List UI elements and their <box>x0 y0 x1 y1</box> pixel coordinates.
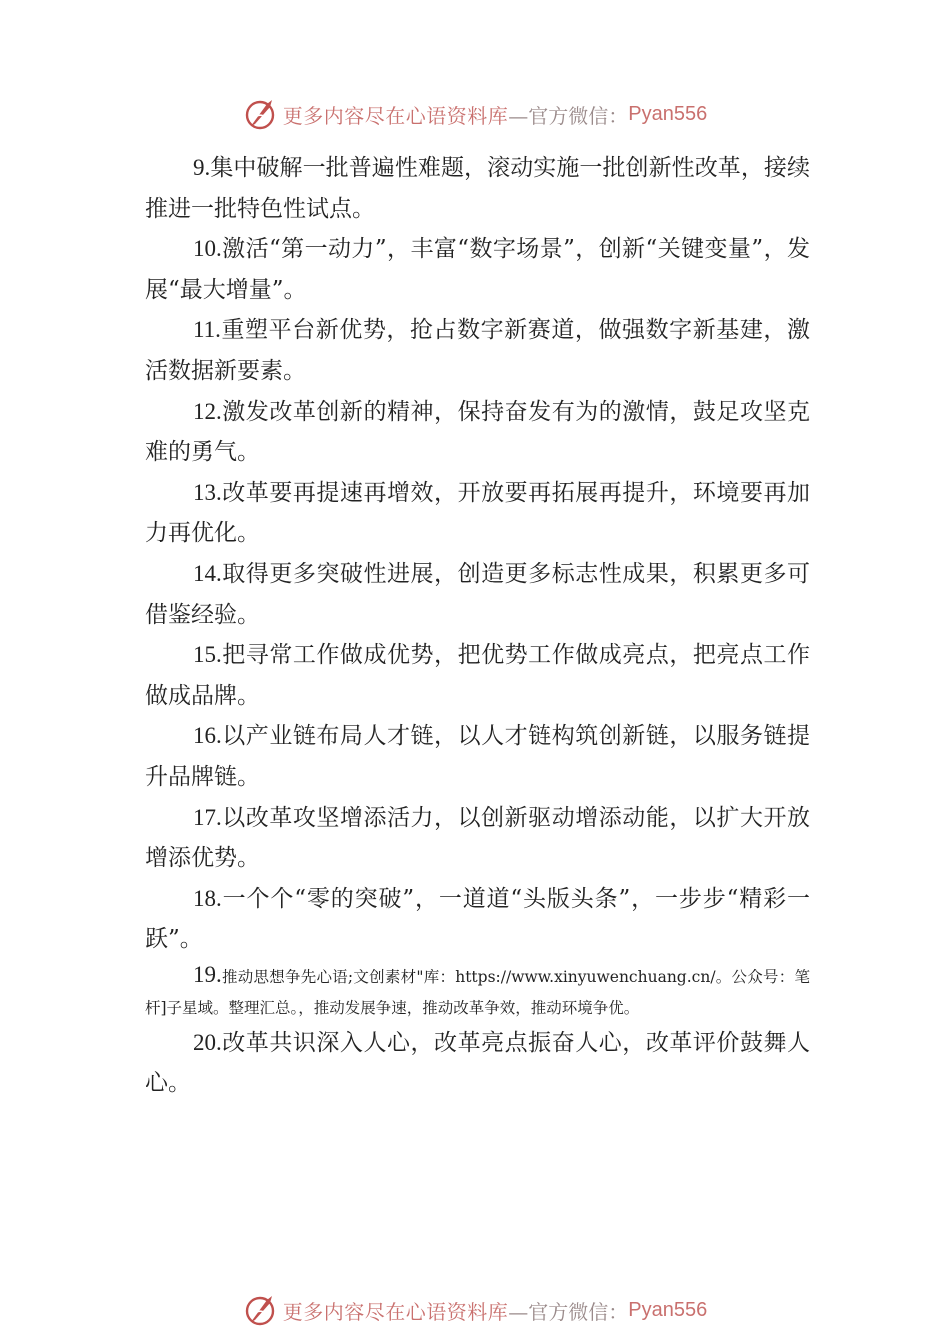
quill-logo-icon <box>243 1292 279 1328</box>
item-text: 取得更多突破性进展，创造更多标志性成果，积累更多可借鉴经验。 <box>145 560 810 628</box>
item-text: 一个个“零的突破”，一道道“头版头条”，一步步“精彩一跃”。 <box>145 885 810 953</box>
list-item <box>145 879 810 960</box>
header-banner-text: 更多内容尽在心语资料库 <box>282 103 509 128</box>
item-text: 以产业链布局人才链，以人才链构筑创新链，以服务链提升品牌链。 <box>145 723 810 790</box>
item-number: 16. <box>193 723 222 749</box>
list-item <box>145 554 810 635</box>
list-item <box>145 229 810 310</box>
item-number: 18. <box>193 885 222 911</box>
header-wechat-id: Pyan556 <box>628 102 708 125</box>
list-item <box>145 392 810 473</box>
list-item <box>145 635 810 716</box>
quill-logo-icon <box>243 96 279 132</box>
item-text: 改革要再提速再增效，开放要再拓展再提升，环境要再加力再优化。 <box>145 479 810 547</box>
item-text: 激发改革创新的精神，保持奋发有为的激情，鼓足攻坚克难的勇气。 <box>145 398 810 466</box>
item-number: 13. <box>193 479 222 505</box>
item-number: 20. <box>193 1029 222 1055</box>
list-item <box>145 798 810 879</box>
header-banner <box>0 94 950 134</box>
item-text: 改革共识深入人心，改革亮点振奋人心，改革评价鼓舞人心。 <box>145 1029 810 1097</box>
list-item <box>145 310 810 391</box>
item-text: 以改革攻坚增添活力，以创新驱动增添动能，以扩大开放增添优势。 <box>145 804 810 872</box>
item-text: 推动思想争先心语;文创素材"库：https://www.xinyuwenchuang.cn/。公众号：笔杆]子星域。整理汇总。，推动发展争速，推动改革争效，推动环境争优。 <box>145 967 810 1017</box>
footer-banner-text: 更多内容尽在心语资料库 <box>282 1299 509 1324</box>
item-text: 把寻常工作做成优势，把优势工作做成亮点，把亮点工作做成品牌。 <box>145 642 810 709</box>
list-item <box>145 473 810 554</box>
list-item <box>145 960 810 1023</box>
footer-wechat-id: Pyan556 <box>628 1298 708 1321</box>
footer-banner <box>0 1290 950 1330</box>
document-body <box>145 148 810 1104</box>
header-banner-separator: —官方微信： <box>508 103 629 128</box>
item-text: 集中破解一批普遍性难题，滚动实施一批创新性改革，接续推进一批特色性试点。 <box>145 155 810 222</box>
item-number: 15. <box>193 642 222 668</box>
footer-banner-separator: —官方微信： <box>508 1299 629 1324</box>
item-number: 10. <box>193 236 222 262</box>
item-text: 激活“第一动力”，丰富“数字场景”，创新“关键变量”，发展“最大增量”。 <box>145 236 810 303</box>
item-number: 17. <box>193 804 222 830</box>
item-text: 重塑平台新优势，抢占数字新赛道，做强数字新基建，激活数据新要素。 <box>145 317 810 384</box>
list-item <box>145 716 810 797</box>
item-number: 9. <box>193 155 211 180</box>
item-number: 19. <box>193 961 222 987</box>
list-item <box>145 148 810 229</box>
list-item <box>145 1023 810 1104</box>
item-number: 11. <box>193 317 221 343</box>
item-number: 12. <box>193 398 222 424</box>
item-number: 14. <box>193 560 222 586</box>
